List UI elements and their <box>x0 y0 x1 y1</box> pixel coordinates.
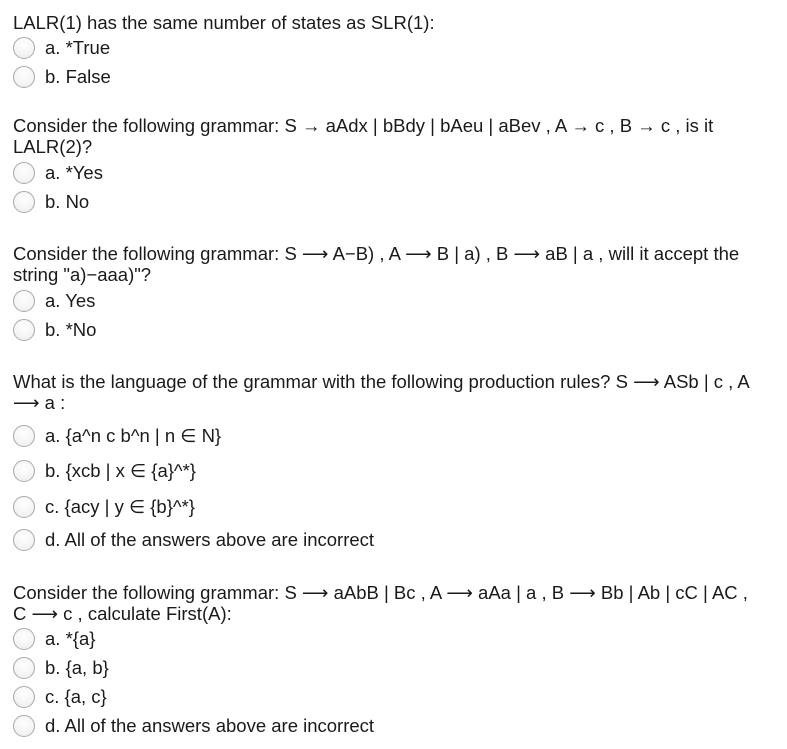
radio-button-icon[interactable] <box>13 162 35 184</box>
radio-button-icon[interactable] <box>13 529 35 551</box>
radio-button-icon[interactable] <box>13 191 35 213</box>
question-3-text: Consider the following grammar: S ⟶ A−B) , A ⟶ B | a) , B ⟶ aB | a , will it accept the string "a)−aaa)"? <box>13 243 740 285</box>
question-4-option-a[interactable] <box>13 423 221 449</box>
question-2-option-a[interactable] <box>13 160 103 186</box>
option-label: a. *Yes <box>45 162 103 183</box>
question-5-option-d[interactable] <box>13 713 374 739</box>
option-label: a. *{a} <box>45 628 96 649</box>
question-4-option-d[interactable] <box>13 527 374 553</box>
radio-button-icon[interactable] <box>13 66 35 88</box>
question-3-option-a[interactable] <box>13 288 95 314</box>
question-5-text: Consider the following grammar: S ⟶ aAbB | Bc , A ⟶ aAa | a , B ⟶ Bb | Ab | cC | AC , C ⟶ c , calculate First(A): <box>13 582 748 624</box>
option-label: d. All of the answers above are incorrect <box>45 529 375 550</box>
option-label: b. *No <box>45 319 97 340</box>
question-5-option-a[interactable] <box>13 626 95 652</box>
option-label: d. All of the answers above are incorrect <box>45 715 375 736</box>
option-label: c. {a, c} <box>45 686 107 707</box>
question-1-option-a[interactable] <box>13 35 110 61</box>
radio-button-icon[interactable] <box>13 686 35 708</box>
radio-button-icon[interactable] <box>13 628 35 650</box>
radio-button-icon[interactable] <box>13 496 35 518</box>
question-4-option-b[interactable] <box>13 458 196 484</box>
radio-button-icon[interactable] <box>13 460 35 482</box>
option-label: a. *True <box>45 37 111 58</box>
option-label: a. {a^n c b^n | n ∈ N} <box>45 425 222 446</box>
option-label: b. False <box>45 66 111 87</box>
question-1-text: LALR(1) has the same number of states as SLR(1): <box>13 12 435 33</box>
radio-button-icon[interactable] <box>13 37 35 59</box>
radio-button-icon[interactable] <box>13 290 35 312</box>
question-4-option-c[interactable] <box>13 494 195 520</box>
option-label: b. No <box>45 191 90 212</box>
option-label: c. {acy | y ∈ {b}^*} <box>45 496 195 517</box>
radio-button-icon[interactable] <box>13 319 35 341</box>
question-4-text: What is the language of the grammar with the following production rules? S ⟶ ASb | c , A ⟶ a : <box>13 371 749 413</box>
question-2-option-b[interactable] <box>13 189 89 215</box>
option-label: a. Yes <box>45 290 96 311</box>
question-1-option-b[interactable] <box>13 64 111 90</box>
question-3-option-b[interactable] <box>13 317 96 343</box>
question-2-text: Consider the following grammar: S → aAdx | bBdy | bAeu | aBev , A → c , B → c , is it LALR(2)? <box>13 115 714 157</box>
question-5-option-b[interactable] <box>13 655 109 681</box>
radio-button-icon[interactable] <box>13 425 35 447</box>
option-label: b. {xcb | x ∈ {a}^*} <box>45 460 196 481</box>
option-label: b. {a, b} <box>45 657 109 678</box>
radio-button-icon[interactable] <box>13 715 35 737</box>
radio-button-icon[interactable] <box>13 657 35 679</box>
question-5-option-c[interactable] <box>13 684 107 710</box>
